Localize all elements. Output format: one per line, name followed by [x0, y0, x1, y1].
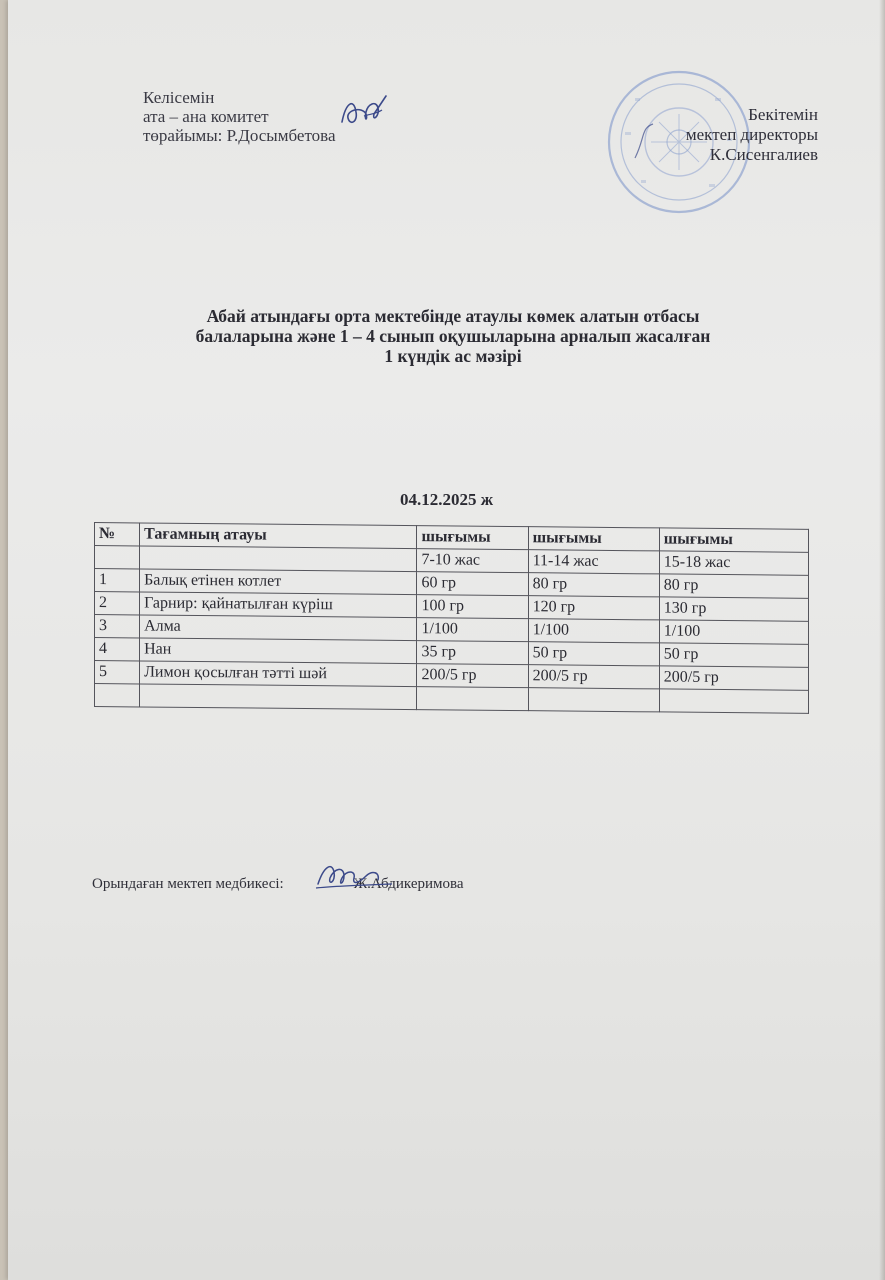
- yield-15-18: 50 гр: [659, 643, 808, 667]
- row-number: 3: [95, 615, 140, 638]
- yield-7-10: 100 гр: [417, 595, 528, 619]
- paper-edge-shadow: [879, 0, 885, 1280]
- yield-11-14: 200/5 гр: [528, 665, 659, 689]
- row-number: 4: [95, 638, 140, 661]
- yield-7-10: 1/100: [417, 618, 528, 642]
- nurse-signature: [314, 858, 394, 894]
- yield-7-10: 200/5 гр: [417, 664, 528, 688]
- empty-cell: [417, 687, 528, 711]
- approve-director-name: К.Сисенгалиев: [709, 145, 818, 164]
- document-page: [8, 0, 885, 1280]
- dish-name: Гарнир: қайнатылған күріш: [140, 592, 417, 618]
- yield-11-14: 1/100: [528, 619, 659, 643]
- age-group-7-10: 7-10 жас: [417, 549, 528, 573]
- yield-15-18: 1/100: [659, 620, 808, 644]
- yield-7-10: 60 гр: [417, 572, 528, 596]
- committee-signature: [336, 92, 392, 132]
- dish-name: Нан: [140, 638, 417, 664]
- yield-7-10: 35 гр: [417, 641, 528, 665]
- age-group-11-14: 11-14 жас: [528, 550, 659, 574]
- parent-committee-approval: [143, 88, 336, 145]
- yield-11-14: 80 гр: [528, 573, 659, 597]
- menu-table: [94, 522, 809, 714]
- yield-15-18: 200/5 гр: [659, 666, 808, 690]
- nurse-label: Орындаған мектеп медбикесі:: [92, 876, 284, 892]
- empty-cell: [659, 689, 808, 713]
- title-line-2: балаларына және 1 – 4 сынып оқушыларына арналып жасалған: [195, 326, 711, 346]
- nurse-signature-line: [92, 876, 464, 893]
- age-empty-name: [140, 546, 417, 572]
- agree-committee: ата – ана комитет: [143, 107, 269, 126]
- header-yield-1: шығымы: [417, 526, 528, 550]
- menu-date: 04.12.2025 ж: [400, 490, 494, 509]
- director-approval: [608, 105, 818, 165]
- title-line-3: 1 күндік ас мәзірі: [384, 346, 522, 366]
- title-line-1: Абай атындағы орта мектебінде атаулы көмек алатын отбасы: [206, 306, 700, 326]
- dish-name: Лимон қосылған тәтті шәй: [140, 661, 417, 687]
- yield-15-18: 130 гр: [659, 597, 808, 621]
- header-yield-2: шығымы: [528, 527, 659, 551]
- header-dish-name: Тағамның атауы: [140, 523, 417, 549]
- nurse-name: Ж.Абдикеримова: [353, 876, 464, 892]
- yield-11-14: 120 гр: [528, 596, 659, 620]
- header-yield-3: шығымы: [659, 528, 808, 552]
- empty-cell: [528, 688, 659, 712]
- row-number: 5: [95, 661, 140, 684]
- agree-heading: Келісемін: [143, 88, 215, 107]
- header-number: №: [95, 523, 140, 546]
- age-group-15-18: 15-18 жас: [659, 551, 808, 575]
- empty-cell: [140, 684, 417, 710]
- row-number: 1: [95, 569, 140, 592]
- yield-11-14: 50 гр: [528, 642, 659, 666]
- row-number: 2: [95, 592, 140, 615]
- document-title: [108, 306, 798, 366]
- yield-15-18: 80 гр: [659, 574, 808, 598]
- dish-name: Алма: [140, 615, 417, 641]
- dish-name: Балық етінен котлет: [140, 569, 417, 595]
- age-empty-no: [95, 546, 140, 569]
- agree-chair: төрайымы: Р.Досымбетова: [143, 126, 336, 145]
- empty-cell: [95, 684, 140, 707]
- approve-heading: Бекітемін: [748, 105, 818, 124]
- approve-position: мектеп директоры: [685, 125, 818, 144]
